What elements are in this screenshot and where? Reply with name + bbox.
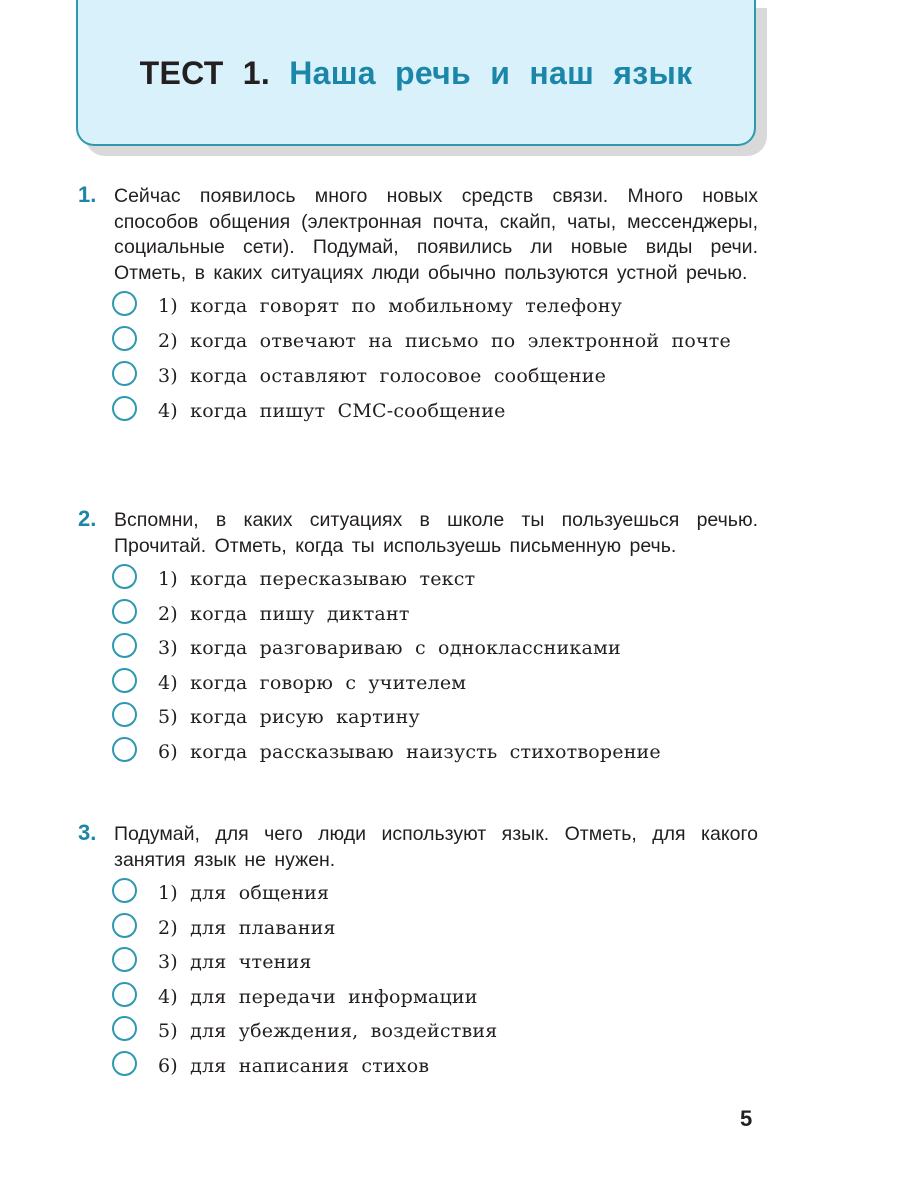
option-label: 1) когда пересказываю текст [158,568,476,590]
option-label: 2) когда отвечают на письмо по электронной почте [158,330,731,352]
option-label: 3) когда разговариваю с одноклассниками [158,637,621,660]
answer-option[interactable] [110,399,758,424]
option-label: 2) когда пишу диктант [158,602,410,625]
option-label: 4) когда говорю с учителем [158,671,467,694]
option-label: 2) для плавания [158,916,336,939]
radio-circle-icon[interactable] [112,913,137,938]
answer-option[interactable] [110,881,758,906]
answer-option[interactable] [110,1054,758,1079]
question-text: Сейчас появилось много новых средств связи. Много новых способов общения (электронная почта, скайп, чаты, мессенджеры, социальные сети). Подумай, появились ли новые виды речи. Отметь, в каких ситуациях люди обычно пользуются устной речью. [114,185,758,284]
question-number: 3. [78,820,97,845]
radio-circle-icon[interactable] [112,326,137,351]
answer-option[interactable] [110,671,758,696]
radio-circle-icon[interactable] [112,291,137,316]
test-header [76,0,756,146]
question-number: 1. [78,182,97,207]
option-label: 5) когда рисую картину [158,706,420,729]
answer-option[interactable] [110,636,758,661]
question-3 [78,822,758,1079]
option-label: 1) для общения [158,882,330,904]
answer-option[interactable] [110,1019,758,1044]
question-text: Вспомни, в каких ситуациях в школе ты пользуешься речью. Прочитай. Отметь, когда ты используешь письменную речь. [114,509,758,557]
radio-circle-icon[interactable] [112,1051,137,1076]
page-number: 5 [740,1106,753,1131]
answer-option[interactable] [110,985,758,1010]
answer-option[interactable] [110,950,758,975]
radio-circle-icon[interactable] [112,947,137,972]
page-title [140,55,693,92]
answer-options [110,881,758,1079]
radio-circle-icon[interactable] [112,878,137,903]
answer-option[interactable] [110,294,758,319]
radio-circle-icon[interactable] [112,668,137,693]
question-1 [78,184,758,424]
answer-option[interactable] [110,705,758,730]
answer-option[interactable] [110,602,758,627]
option-label: 3) когда оставляют голосовое сообщение [158,365,607,387]
radio-circle-icon[interactable] [112,982,137,1007]
test-topic: Наша речь и наш язык [289,54,693,91]
option-label: 6) когда рассказываю наизусть стихотворение [158,740,661,763]
answer-options [110,567,758,765]
answer-option[interactable] [110,329,758,354]
option-label: 1) когда говорят по мобильному телефону [158,295,623,317]
question-2 [78,508,758,765]
radio-circle-icon[interactable] [112,396,137,421]
question-text: Подумай, для чего люди используют язык. Отметь, для какого занятия язык не нужен. [114,823,758,871]
test-number: 1. [242,54,271,91]
answer-option[interactable] [110,916,758,941]
answer-option[interactable] [110,567,758,592]
option-label: 6) для написания стихов [158,1054,430,1077]
option-label: 3) для чтения [158,951,312,974]
radio-circle-icon[interactable] [112,1016,137,1041]
radio-circle-icon[interactable] [112,361,137,386]
radio-circle-icon[interactable] [112,737,137,762]
answer-option[interactable] [110,364,758,389]
radio-circle-icon[interactable] [112,564,137,589]
radio-circle-icon[interactable] [112,702,137,727]
answer-options [110,294,758,424]
option-label: 5) для убеждения, воздействия [158,1020,498,1043]
radio-circle-icon[interactable] [112,633,137,658]
option-label: 4) когда пишут СМС-сообщение [158,400,506,422]
radio-circle-icon[interactable] [112,599,137,624]
option-label: 4) для передачи информации [158,985,478,1008]
question-number: 2. [78,506,97,531]
test-label: ТЕСТ [139,54,224,91]
answer-option[interactable] [110,740,758,765]
